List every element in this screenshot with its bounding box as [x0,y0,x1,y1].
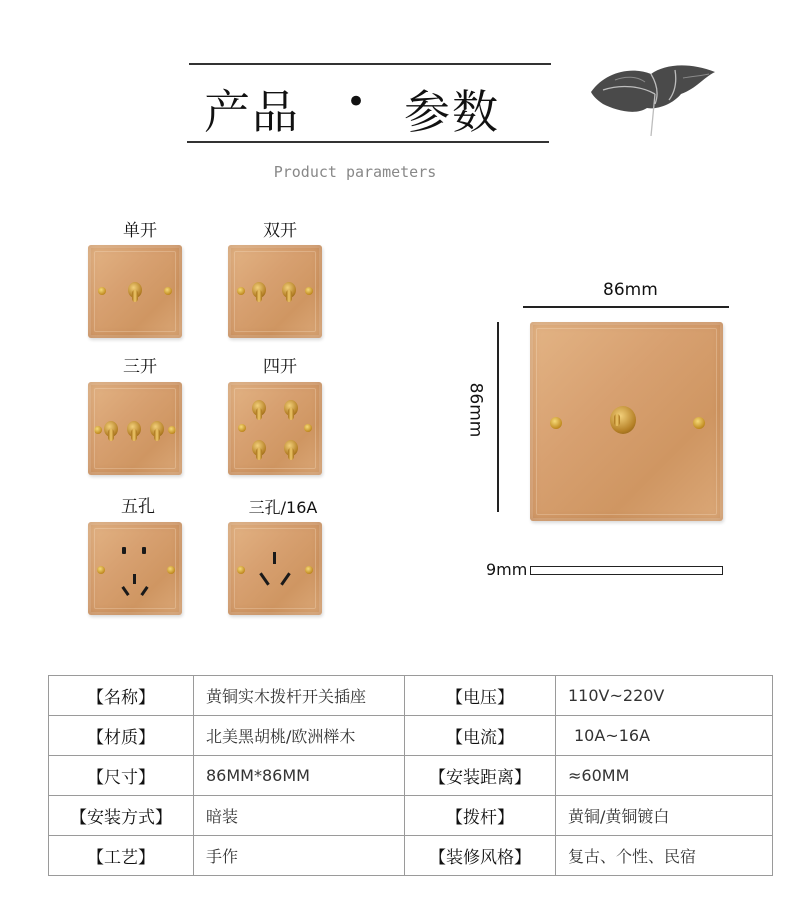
page-title [200,76,520,139]
spec-key: 【安装方式】 [49,796,194,836]
screw-icon [550,417,562,429]
spec-key: 【尺寸】 [49,756,194,796]
screw-icon [237,287,245,295]
socket-hole-icon [140,586,148,596]
screw-icon [305,287,313,295]
toggle-switch-icon [252,440,266,456]
product-label-double: 双开 [263,221,297,241]
socket-hole-icon [280,572,290,585]
table-row [49,836,773,876]
product-label-triple: 三开 [123,357,157,377]
screw-icon [304,424,312,432]
leaf-decoration-icon [585,60,725,140]
spec-value: 86MM*86MM [194,756,405,796]
screw-icon [167,566,175,574]
toggle-switch-icon [610,406,636,434]
spec-key: 【电流】 [405,716,556,756]
screw-icon [238,424,246,432]
panel-double-switch [228,245,322,338]
screw-icon [237,566,245,574]
screw-icon [305,566,313,574]
spec-value: 手作 [194,836,405,876]
screw-icon [168,426,176,434]
table-row [49,676,773,716]
panel-dimension-sample [530,322,723,521]
panel-three-hole-socket [228,522,322,615]
socket-hole-icon [259,572,269,585]
panel-five-hole-socket [88,522,182,615]
product-label-three-hole: 三孔/16A [248,498,318,517]
toggle-switch-icon [284,400,298,416]
spec-key: 【安装距离】 [405,756,556,796]
product-label-single: 单开 [123,221,157,241]
table-row [49,716,773,756]
spec-key: 【材质】 [49,716,194,756]
dimension-width-label: 86mm [603,280,658,300]
title-rule-top [189,63,551,65]
screw-icon [97,566,105,574]
spec-value: 10A~16A [556,716,773,756]
panel-triple-switch [88,382,182,475]
toggle-switch-icon [252,400,266,416]
dimension-thickness-label: 9mm [486,560,528,579]
dimension-height-label: 86mm [465,382,486,438]
screw-icon [164,287,172,295]
toggle-switch-icon [150,421,164,437]
table-row [49,796,773,836]
socket-hole-icon [122,547,126,554]
dimension-height-line [497,322,499,512]
spec-table [48,675,773,876]
spec-value: ≈60MM [556,756,773,796]
spec-key: 【名称】 [49,676,194,716]
thickness-profile [530,566,723,575]
socket-hole-icon [121,586,129,596]
socket-hole-icon [133,574,136,584]
toggle-switch-icon [282,282,296,298]
spec-value: 110V~220V [556,676,773,716]
screw-icon [98,287,106,295]
spec-key: 【装修风格】 [405,836,556,876]
spec-key: 【电压】 [405,676,556,716]
screw-icon [94,426,102,434]
title-left: 产品 [204,85,300,139]
toggle-switch-icon [252,282,266,298]
product-label-five-hole: 五孔 [121,497,155,517]
dimension-width-line [523,306,729,308]
spec-value: 黄铜/黄铜镀白 [556,796,773,836]
title-dot: • [346,82,369,122]
page-subtitle: Product parameters [273,163,437,181]
table-row [49,756,773,796]
socket-hole-icon [273,552,276,564]
spec-value: 暗装 [194,796,405,836]
toggle-switch-icon [127,421,141,437]
spec-value: 北美黑胡桃/欧洲榉木 [194,716,405,756]
spec-value: 黄铜实木拨杆开关插座 [194,676,405,716]
spec-key: 【拨杆】 [405,796,556,836]
toggle-switch-icon [128,282,142,298]
title-right: 参数 [404,85,500,139]
product-label-quad: 四开 [263,357,297,377]
toggle-switch-icon [104,421,118,437]
panel-single-switch [88,245,182,338]
panel-quad-switch [228,382,322,475]
toggle-switch-icon [284,440,298,456]
title-rule-bottom [187,141,549,143]
socket-hole-icon [142,547,146,554]
spec-value: 复古、个性、民宿 [556,836,773,876]
spec-key: 【工艺】 [49,836,194,876]
screw-icon [693,417,705,429]
